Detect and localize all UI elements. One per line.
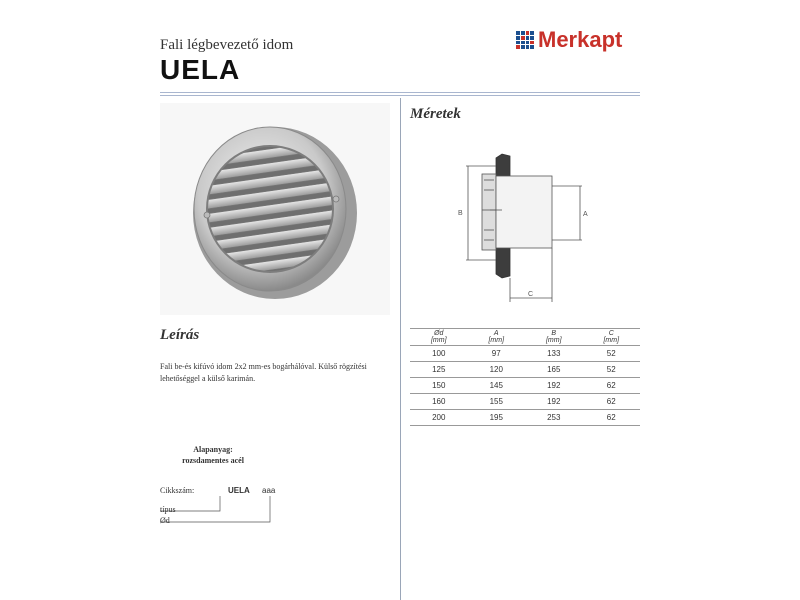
col-header-c: C [mm] xyxy=(583,329,641,346)
type-label: típus xyxy=(160,505,176,514)
table-row: 200 195 253 62 xyxy=(410,410,640,426)
label-c: C xyxy=(528,291,534,298)
dimensions-heading: Méretek xyxy=(410,106,461,122)
material-info xyxy=(168,444,258,466)
order-code-leader-lines xyxy=(160,494,275,524)
order-code-value: UELA xyxy=(228,486,250,495)
logo-grid-icon xyxy=(516,31,534,49)
dimension-drawing xyxy=(440,150,600,310)
table-row: 150 145 192 62 xyxy=(410,378,640,394)
header-rule xyxy=(160,92,640,93)
col-header-d: Ød [mm] xyxy=(410,329,468,346)
vent-grille-image xyxy=(160,103,390,315)
label-b: B xyxy=(458,210,463,217)
label-a: A xyxy=(583,211,588,218)
material-label: Alapanyag: xyxy=(193,445,233,454)
dimensions-table xyxy=(410,328,640,426)
col-header-b: B [mm] xyxy=(525,329,583,346)
product-photo xyxy=(160,103,390,315)
logo-text: Merkapt xyxy=(538,27,623,52)
column-divider xyxy=(400,98,401,600)
table-row: 160 155 192 62 xyxy=(410,394,640,410)
product-subtitle: Fali légbevezető idom xyxy=(160,37,294,53)
material-value: rozsdamentes acél xyxy=(182,456,244,465)
table-row: 100 97 133 52 xyxy=(410,346,640,362)
order-code-label: Cikkszám: xyxy=(160,486,195,495)
table-header-row xyxy=(410,329,640,346)
table-row: 125 120 165 52 xyxy=(410,362,640,378)
description-text: Fali be-és kifúvó idom 2x2 mm-es bogárhálóval. Külső rögzítési lehetőséggel a külső karimán. xyxy=(160,362,367,383)
col-header-a: A [mm] xyxy=(468,329,526,346)
product-title: UELA xyxy=(160,54,241,85)
description-heading: Leírás xyxy=(160,327,200,343)
order-code-suffix: aaa xyxy=(262,486,276,495)
header-rule-secondary xyxy=(160,95,640,96)
merkapt-logo xyxy=(516,27,622,53)
diameter-label: Ød xyxy=(160,516,170,525)
